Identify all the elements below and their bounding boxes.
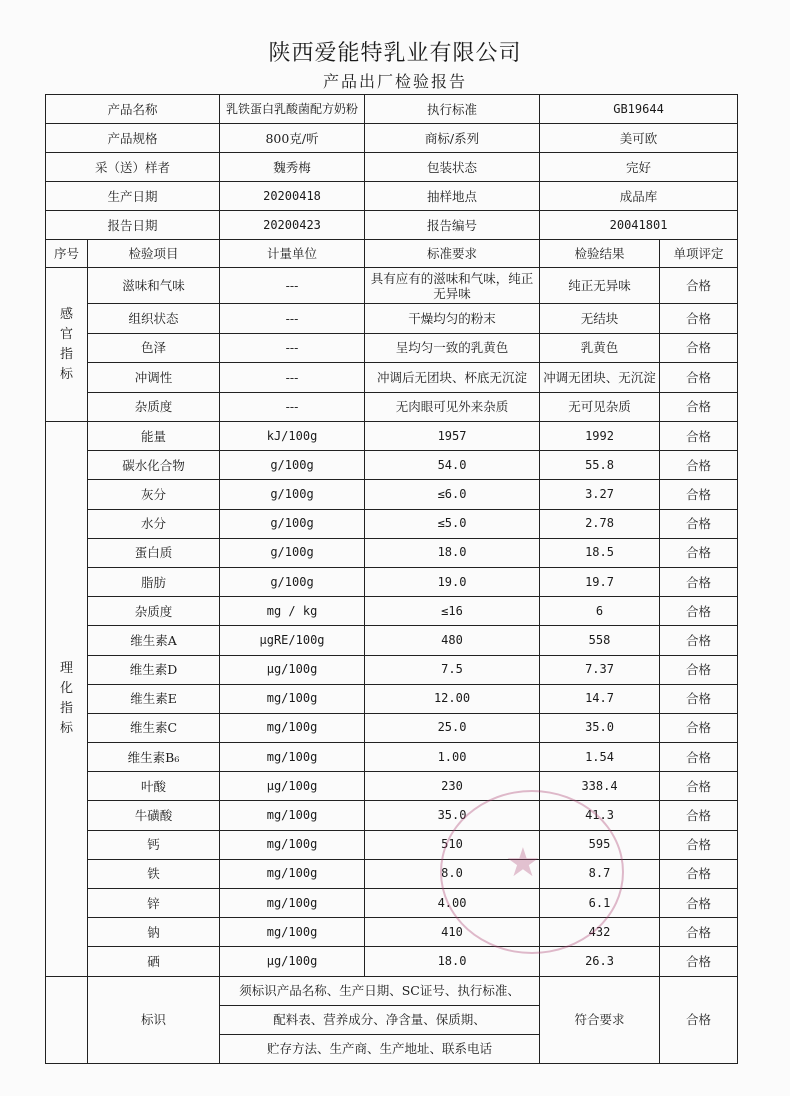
unit-cell: g/100g	[220, 480, 365, 509]
result-cell: 1.54	[540, 743, 660, 772]
column-header-row	[46, 240, 738, 268]
table-row	[46, 480, 738, 509]
item-cell: 冲调性	[88, 363, 220, 393]
verdict-cell: 合格	[660, 363, 738, 393]
label-requirement-line: 须标识产品名称、生产日期、SC证号、执行标准、	[220, 977, 539, 1006]
unit-cell: μg/100g	[220, 772, 365, 801]
product-name-label: 产品名称	[46, 95, 220, 124]
unit-cell: ---	[220, 268, 365, 304]
unit-cell: g/100g	[220, 451, 365, 480]
verdict-cell: 合格	[660, 626, 738, 655]
unit-cell: g/100g	[220, 538, 365, 567]
requirement-cell: 19.0	[365, 567, 540, 596]
requirement-cell: 510	[365, 830, 540, 859]
item-cell: 维生素A	[88, 626, 220, 655]
item-cell: 牛磺酸	[88, 801, 220, 830]
requirement-cell: 18.0	[365, 947, 540, 976]
info-row	[46, 95, 738, 124]
verdict-cell: 合格	[660, 392, 738, 422]
product-name-value: 乳铁蛋白乳酸菌配方奶粉	[220, 95, 365, 124]
result-cell: 35.0	[540, 713, 660, 742]
result-cell: 55.8	[540, 451, 660, 480]
requirement-cell	[220, 976, 540, 1063]
report-title: 产品出厂检验报告	[322, 72, 467, 91]
requirement-cell: 480	[365, 626, 540, 655]
col-unit-header: 计量单位	[220, 240, 365, 268]
spec-label: 产品规格	[46, 124, 220, 153]
requirement-cell: 8.0	[365, 859, 540, 888]
requirement-cell: 冲调后无团块、杯底无沉淀	[365, 363, 540, 393]
inspection-table	[45, 94, 738, 1064]
unit-cell: g/100g	[220, 567, 365, 596]
col-requirement-header: 标准要求	[365, 240, 540, 268]
result-cell: 41.3	[540, 801, 660, 830]
table-row	[46, 743, 738, 772]
brand-value: 美可欧	[540, 124, 738, 153]
verdict-cell: 合格	[660, 743, 738, 772]
result-cell: 乳黄色	[540, 333, 660, 363]
table-row	[46, 889, 738, 918]
unit-cell: ---	[220, 392, 365, 422]
info-row	[46, 124, 738, 153]
verdict-cell: 合格	[660, 713, 738, 742]
requirement-cell: 4.00	[365, 889, 540, 918]
requirement-cell: 无肉眼可见外来杂质	[365, 392, 540, 422]
verdict-cell: 合格	[660, 597, 738, 626]
item-cell: 维生素E	[88, 684, 220, 713]
company-name: 陕西爱能特乳业有限公司	[268, 41, 522, 66]
requirement-cell: 410	[365, 918, 540, 947]
item-cell: 滋味和气味	[88, 268, 220, 304]
sensory-group-label-text: 感官指标	[59, 306, 73, 382]
info-row	[46, 182, 738, 211]
physchem-group-label	[46, 422, 88, 977]
result-cell: 18.5	[540, 538, 660, 567]
table-row	[46, 567, 738, 596]
unit-cell: μg/100g	[220, 655, 365, 684]
unit-cell: mg/100g	[220, 801, 365, 830]
table-row	[46, 392, 738, 422]
verdict-cell: 合格	[660, 772, 738, 801]
result-cell: 26.3	[540, 947, 660, 976]
verdict-cell: 合格	[660, 684, 738, 713]
table-row	[46, 947, 738, 976]
unit-cell: mg/100g	[220, 684, 365, 713]
table-row	[46, 655, 738, 684]
result-cell: 冲调无团块、无沉淀	[540, 363, 660, 393]
item-cell: 能量	[88, 422, 220, 451]
verdict-cell: 合格	[660, 422, 738, 451]
label-requirement-line: 配料表、营养成分、净含量、保质期、	[220, 1006, 539, 1035]
verdict-cell: 合格	[660, 918, 738, 947]
item-cell: 硒	[88, 947, 220, 976]
requirement-cell: ≤6.0	[365, 480, 540, 509]
col-seq-header: 序号	[46, 240, 88, 268]
result-cell: 无可见杂质	[540, 392, 660, 422]
verdict-cell: 合格	[660, 509, 738, 538]
physchem-group-label-text: 理化指标	[59, 660, 73, 736]
table-row	[46, 333, 738, 363]
unit-cell: mg/100g	[220, 859, 365, 888]
result-cell: 558	[540, 626, 660, 655]
verdict-cell: 合格	[660, 947, 738, 976]
item-cell: 叶酸	[88, 772, 220, 801]
item-cell: 维生素C	[88, 713, 220, 742]
sampler-value: 魏秀梅	[220, 153, 365, 182]
table-row	[46, 597, 738, 626]
requirement-cell: 35.0	[365, 801, 540, 830]
result-cell: 8.7	[540, 859, 660, 888]
seq-cell	[46, 976, 88, 1063]
table-row	[46, 451, 738, 480]
requirement-cell: 干燥均匀的粉末	[365, 304, 540, 334]
table-row	[46, 713, 738, 742]
unit-cell: μg/100g	[220, 947, 365, 976]
item-cell: 杂质度	[88, 597, 220, 626]
verdict-cell: 合格	[660, 655, 738, 684]
result-cell: 19.7	[540, 567, 660, 596]
unit-cell: mg/100g	[220, 713, 365, 742]
table-row	[46, 684, 738, 713]
requirement-cell: 具有应有的滋味和气味，纯正无异味	[365, 268, 540, 304]
table-row	[46, 772, 738, 801]
item-cell: 钙	[88, 830, 220, 859]
requirement-cell: 呈均匀一致的乳黄色	[365, 333, 540, 363]
table-row	[46, 509, 738, 538]
verdict-cell: 合格	[660, 859, 738, 888]
requirement-cell: 18.0	[365, 538, 540, 567]
unit-cell: ---	[220, 304, 365, 334]
unit-cell: mg/100g	[220, 918, 365, 947]
result-cell: 432	[540, 918, 660, 947]
unit-cell: ---	[220, 363, 365, 393]
item-cell: 钠	[88, 918, 220, 947]
info-row	[46, 153, 738, 182]
result-cell: 符合要求	[540, 976, 660, 1063]
result-cell: 无结块	[540, 304, 660, 334]
col-result-header: 检验结果	[540, 240, 660, 268]
verdict-cell: 合格	[660, 889, 738, 918]
table-row	[46, 976, 738, 1063]
requirement-cell: 54.0	[365, 451, 540, 480]
requirement-cell: 25.0	[365, 713, 540, 742]
item-cell: 脂肪	[88, 567, 220, 596]
verdict-cell: 合格	[660, 538, 738, 567]
item-cell: 灰分	[88, 480, 220, 509]
unit-cell: ---	[220, 333, 365, 363]
item-cell: 色泽	[88, 333, 220, 363]
col-item-header: 检验项目	[88, 240, 220, 268]
prod-date-value: 20200418	[220, 182, 365, 211]
package-value: 完好	[540, 153, 738, 182]
table-row	[46, 304, 738, 334]
requirement-cell: ≤16	[365, 597, 540, 626]
standard-label: 执行标准	[365, 95, 540, 124]
item-cell: 锌	[88, 889, 220, 918]
table-row	[46, 363, 738, 393]
label-requirement-line: 贮存方法、生产商、生产地址、联系电话	[267, 1040, 493, 1056]
verdict-cell: 合格	[660, 480, 738, 509]
table-row	[46, 830, 738, 859]
item-cell: 杂质度	[88, 392, 220, 422]
table-row	[46, 626, 738, 655]
result-cell: 2.78	[540, 509, 660, 538]
verdict-cell: 合格	[660, 451, 738, 480]
table-row	[46, 918, 738, 947]
item-cell: 铁	[88, 859, 220, 888]
item-cell: 蛋白质	[88, 538, 220, 567]
result-cell: 6	[540, 597, 660, 626]
sample-place-value: 成品库	[540, 182, 738, 211]
table-row	[46, 801, 738, 830]
report-no-label: 报告编号	[365, 211, 540, 240]
sampler-label: 采（送）样者	[46, 153, 220, 182]
verdict-cell: 合格	[660, 830, 738, 859]
report-no-value: 20041801	[540, 211, 738, 240]
unit-cell: mg/100g	[220, 889, 365, 918]
requirement-cell: 1.00	[365, 743, 540, 772]
package-label: 包装状态	[365, 153, 540, 182]
table-row	[46, 859, 738, 888]
report-date-value: 20200423	[220, 211, 365, 240]
standard-value: GB19644	[540, 95, 738, 124]
unit-cell: mg/100g	[220, 830, 365, 859]
requirement-cell: 12.00	[365, 684, 540, 713]
result-cell: 595	[540, 830, 660, 859]
unit-cell: mg/100g	[220, 743, 365, 772]
requirement-cell: ≤5.0	[365, 509, 540, 538]
result-cell: 7.37	[540, 655, 660, 684]
verdict-cell: 合格	[660, 333, 738, 363]
item-cell: 碳水化合物	[88, 451, 220, 480]
result-cell: 3.27	[540, 480, 660, 509]
verdict-cell: 合格	[660, 268, 738, 304]
item-cell: 维生素D	[88, 655, 220, 684]
unit-cell: kJ/100g	[220, 422, 365, 451]
brand-label: 商标/系列	[365, 124, 540, 153]
item-cell: 水分	[88, 509, 220, 538]
seal-star-icon: ★	[505, 840, 541, 886]
result-cell: 6.1	[540, 889, 660, 918]
prod-date-label: 生产日期	[46, 182, 220, 211]
verdict-cell: 合格	[660, 801, 738, 830]
requirement-cell: 1957	[365, 422, 540, 451]
col-verdict-header: 单项评定	[660, 240, 738, 268]
requirement-cell: 230	[365, 772, 540, 801]
unit-cell: μgRE/100g	[220, 626, 365, 655]
table-row	[46, 422, 738, 451]
result-cell: 纯正无异味	[540, 268, 660, 304]
sample-place-label: 抽样地点	[365, 182, 540, 211]
unit-cell: mg / kg	[220, 597, 365, 626]
verdict-cell: 合格	[660, 976, 738, 1063]
requirement-cell: 7.5	[365, 655, 540, 684]
sensory-group-label	[46, 268, 88, 422]
item-cell: 标识	[88, 976, 220, 1063]
report-date-label: 报告日期	[46, 211, 220, 240]
verdict-cell: 合格	[660, 567, 738, 596]
table-row	[46, 538, 738, 567]
verdict-cell: 合格	[660, 304, 738, 334]
table-row	[46, 268, 738, 304]
item-cell: 组织状态	[88, 304, 220, 334]
item-cell: 维生素B₆	[88, 743, 220, 772]
result-cell: 1992	[540, 422, 660, 451]
info-row	[46, 211, 738, 240]
unit-cell: g/100g	[220, 509, 365, 538]
result-cell: 338.4	[540, 772, 660, 801]
spec-value: 800克/听	[220, 124, 365, 153]
result-cell: 14.7	[540, 684, 660, 713]
